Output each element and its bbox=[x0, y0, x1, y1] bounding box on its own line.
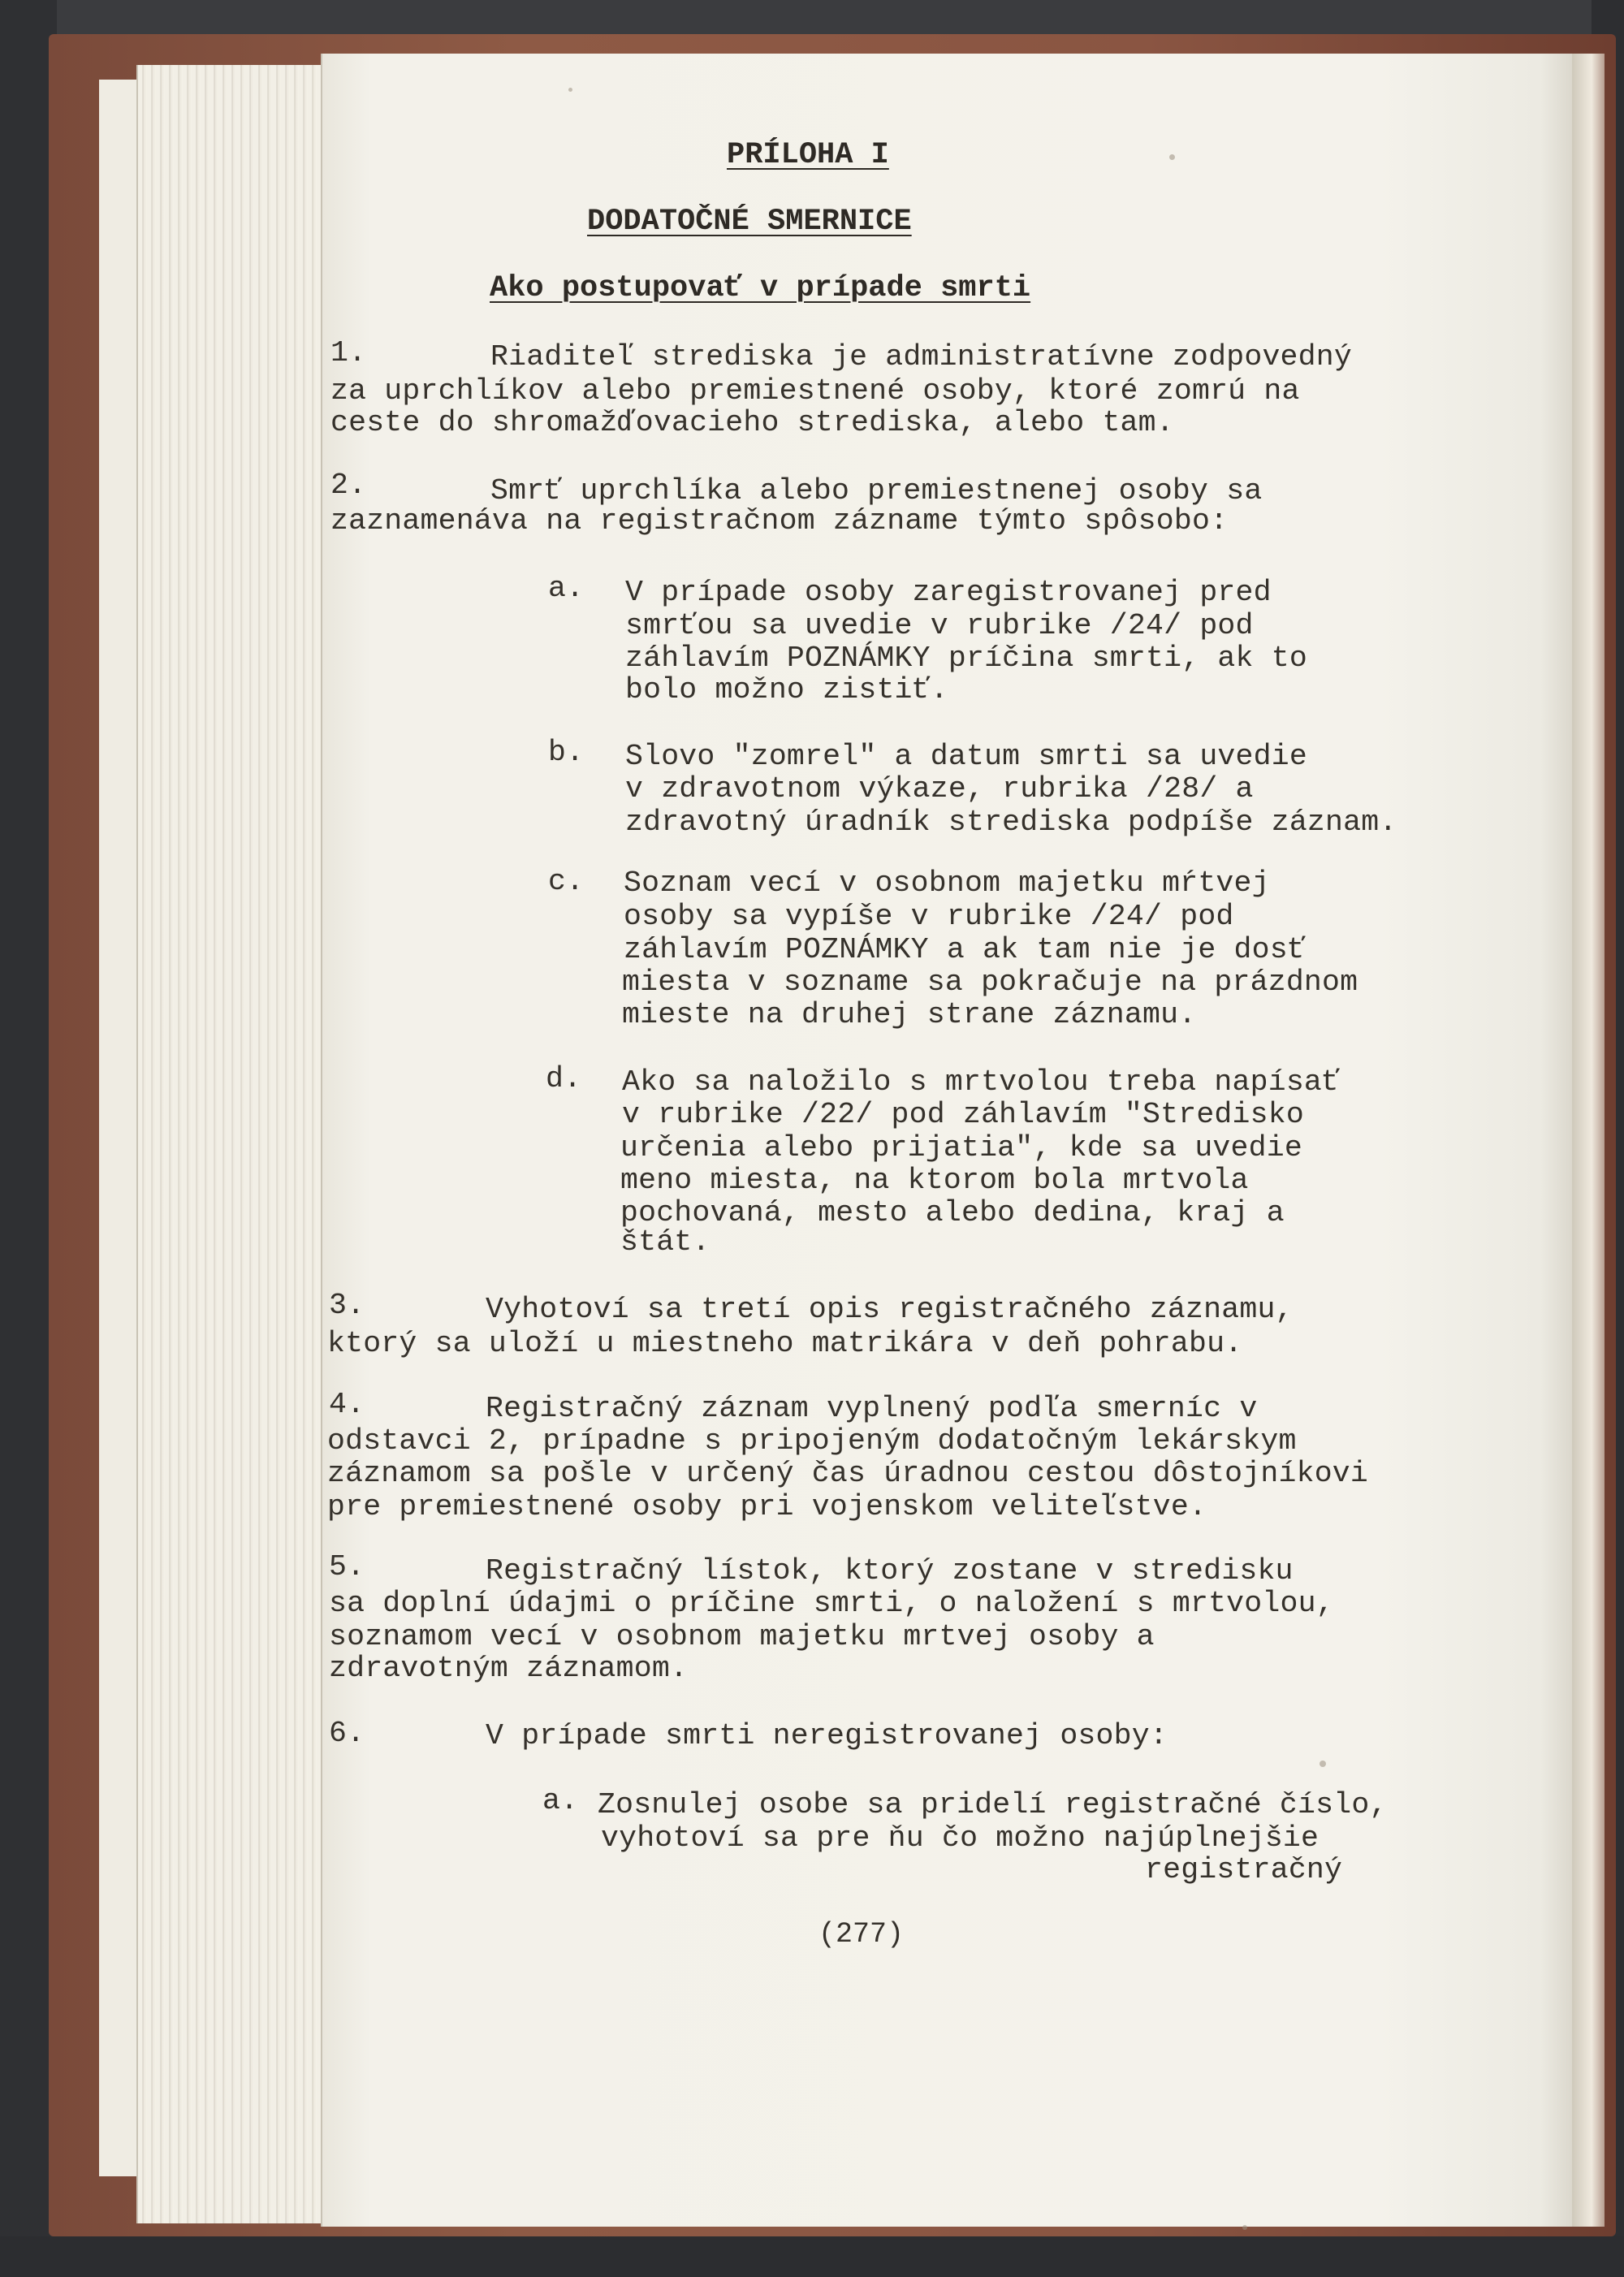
item-2d-line: v rubrike /22/ pod záhlavím "Stredisko bbox=[622, 1098, 1304, 1131]
paragraph-3-line: Vyhotoví sa tretí opis registračného záznamu, bbox=[486, 1293, 1294, 1326]
item-2d-line: Ako sa naložilo s mrtvolou treba napísať bbox=[622, 1065, 1341, 1099]
paragraph-4-line: odstavci 2, prípadne s pripojeným dodatočným lekárskym bbox=[327, 1424, 1297, 1458]
document-subtitle: DODATOČNÉ SMERNICE bbox=[587, 205, 912, 239]
paragraph-5-line: zdravotným záznamom. bbox=[329, 1652, 689, 1685]
item-2d-line: štát. bbox=[620, 1225, 710, 1259]
section-title: Ako postupovať v prípade smrti bbox=[490, 271, 1031, 305]
paragraph-6-line: V prípade smrti neregistrovanej osoby: bbox=[486, 1719, 1168, 1752]
item-2c-line: osoby sa vypíše v rubrike /24/ pod bbox=[624, 900, 1234, 933]
paragraph-2-line: zaznamenáva na registračnom zázname týmto spôsobo: bbox=[330, 504, 1229, 538]
item-2a-line: záhlavím POZNÁMKY príčina smrti, ak to bbox=[625, 642, 1307, 675]
table-background bbox=[0, 0, 1624, 37]
paragraph-4-line: pre premiestnené osoby pri vojenskom veliteľstve. bbox=[327, 1490, 1207, 1523]
paragraph-2-line: Smrť uprchlíka alebo premiestnenej osoby sa bbox=[490, 474, 1263, 508]
book-gutter bbox=[1572, 54, 1605, 2227]
paragraph-1-line: ceste do shromažďovacieho strediska, alebo tam. bbox=[330, 406, 1174, 439]
item-6a-line: registračný bbox=[1145, 1853, 1343, 1886]
paper-spot bbox=[1169, 154, 1175, 160]
document-title: PRÍLOHA I bbox=[727, 138, 889, 172]
paragraph-5-number: 5. bbox=[329, 1550, 365, 1584]
item-2d-line: meno miesta, na ktorom bola mrtvola bbox=[620, 1164, 1249, 1197]
paragraph-1-line: za uprchlíkov alebo premiestnené osoby, ktoré zomrú na bbox=[330, 374, 1300, 408]
item-2a-line: V prípade osoby zaregistrovanej pred bbox=[625, 576, 1272, 609]
item-2d-line: pochovaná, mesto alebo dedina, kraj a bbox=[620, 1196, 1285, 1229]
item-2a-label: a. bbox=[548, 572, 585, 605]
item-2d-line: určenia alebo prijatia", kde sa uvedie bbox=[620, 1131, 1302, 1164]
paragraph-3-line: ktorý sa uloží u miestneho matrikára v deň pohrabu. bbox=[327, 1327, 1243, 1360]
paragraph-3-number: 3. bbox=[329, 1289, 365, 1322]
paper-spot bbox=[568, 88, 572, 92]
item-2b-line: Slovo "zomrel" a datum smrti sa uvedie bbox=[625, 740, 1307, 773]
item-2a-line: smrťou sa uvedie v rubrike /24/ pod bbox=[625, 609, 1254, 642]
paragraph-5-line: Registračný lístok, ktorý zostane v stredisku bbox=[486, 1554, 1294, 1588]
paragraph-5-line: sa doplní údajmi o príčine smrti, o naložení s mrtvolou, bbox=[329, 1587, 1334, 1620]
item-2c-line: mieste na druhej strane záznamu. bbox=[622, 998, 1197, 1031]
page-number: (277) bbox=[818, 1918, 905, 1951]
paragraph-6-number: 6. bbox=[329, 1717, 365, 1750]
paragraph-2-number: 2. bbox=[330, 469, 367, 502]
item-2c-label: c. bbox=[548, 865, 585, 898]
paragraph-1-number: 1. bbox=[330, 336, 367, 369]
paragraph-1-line: Riaditeľ strediska je administratívne zodpovedný bbox=[490, 340, 1352, 374]
item-2b-line: zdravotný úradník strediska podpíše záznam. bbox=[625, 806, 1397, 839]
item-6a-line: vyhotoví sa pre ňu čo možno najúplnejšie bbox=[601, 1821, 1320, 1855]
table-background bbox=[0, 2236, 1624, 2277]
item-6a-label: a. bbox=[542, 1784, 579, 1817]
paragraph-4-number: 4. bbox=[329, 1388, 365, 1421]
page-edges bbox=[136, 65, 326, 2223]
paragraph-4-line: záznamom sa pošle v určený čas úradnou cestou dôstojníkovi bbox=[327, 1457, 1369, 1490]
paragraph-5-line: soznamom vecí v osobnom majetku mrtvej osoby a bbox=[329, 1620, 1155, 1653]
item-2d-label: d. bbox=[546, 1062, 582, 1095]
item-2b-label: b. bbox=[548, 736, 585, 769]
item-6a-line: Zosnulej osobe sa pridelí registračné číslo, bbox=[598, 1788, 1388, 1821]
item-2b-line: v zdravotnom výkaze, rubrika /28/ a bbox=[625, 772, 1254, 806]
paper-spot bbox=[1242, 2225, 1247, 2230]
paragraph-4-line: Registračný záznam vyplnený podľa smerníc v bbox=[486, 1392, 1258, 1425]
item-2c-line: záhlavím POZNÁMKY a ak tam nie je dosť bbox=[624, 933, 1306, 966]
paper-spot bbox=[1320, 1761, 1326, 1767]
item-2c-line: miesta v sozname sa pokračuje na prázdnom bbox=[622, 966, 1358, 999]
item-2a-line: bolo možno zistiť. bbox=[625, 673, 948, 706]
item-2c-line: Soznam vecí v osobnom majetku mŕtvej bbox=[624, 866, 1270, 900]
